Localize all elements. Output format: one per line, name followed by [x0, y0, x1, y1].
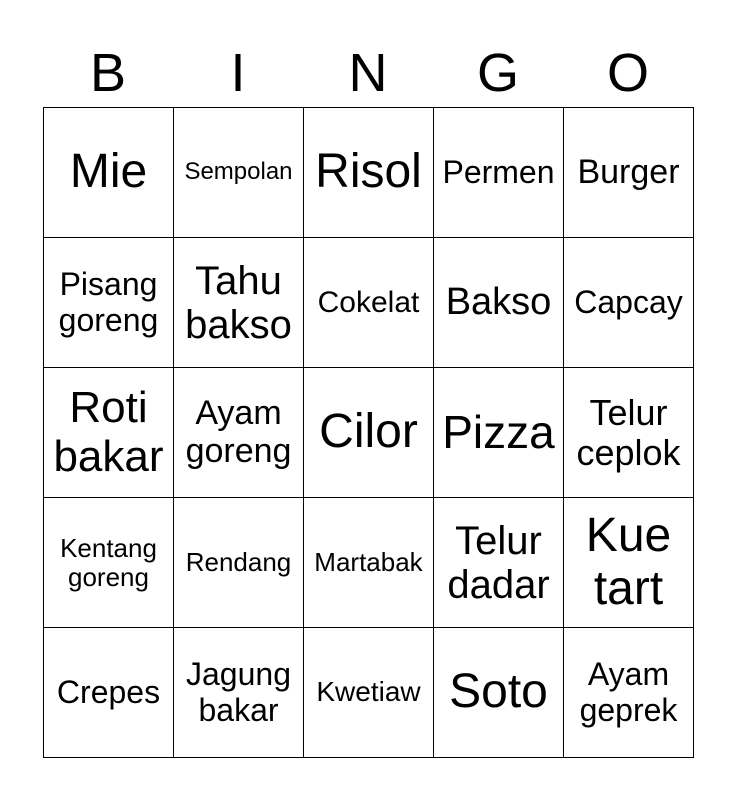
cell-label: Martabak — [314, 547, 423, 578]
cell-label: Crepes — [56, 673, 161, 710]
bingo-cell[interactable] — [44, 238, 174, 368]
cell-label: Permen — [442, 153, 555, 190]
bingo-cell[interactable] — [174, 238, 304, 368]
bingo-cell[interactable] — [44, 368, 174, 498]
cell-label: Kwetiaw — [316, 676, 421, 708]
bingo-cell[interactable] — [304, 498, 434, 628]
cell-label: Telur dadar — [447, 518, 550, 607]
cell-label: Risol — [315, 145, 422, 199]
bingo-cell[interactable] — [434, 628, 564, 758]
cell-label: Soto — [449, 665, 548, 719]
header-letter-g: G — [476, 43, 519, 103]
cell-label: Cokelat — [317, 286, 420, 319]
bingo-cell[interactable] — [434, 238, 564, 368]
cell-label: Capcay — [574, 283, 683, 320]
cell-label: Jagung bakar — [186, 656, 291, 728]
cell-label: Pizza — [442, 406, 555, 459]
cell-label: Ayam goreng — [185, 394, 292, 470]
cell-label: Kentang goreng — [60, 532, 157, 592]
bingo-cell[interactable] — [564, 108, 694, 238]
cell-label: Pisang goreng — [58, 266, 159, 338]
header-letter-o: O — [606, 43, 649, 103]
bingo-cell[interactable] — [564, 628, 694, 758]
cell-label: Kue tart — [585, 508, 672, 615]
bingo-cell[interactable] — [304, 238, 434, 368]
bingo-cell[interactable] — [174, 628, 304, 758]
cell-label: Ayam geprek — [579, 656, 678, 728]
bingo-cell[interactable] — [434, 108, 564, 238]
cell-label: Telur ceplok — [576, 391, 681, 473]
bingo-cell[interactable] — [44, 628, 174, 758]
bingo-cell[interactable] — [174, 368, 304, 498]
bingo-cell[interactable] — [44, 498, 174, 628]
cell-label: Sempolan — [184, 158, 293, 186]
cell-label: Tahu bakso — [185, 258, 292, 347]
bingo-cell[interactable] — [434, 368, 564, 498]
bingo-cell[interactable] — [44, 108, 174, 238]
bingo-cell[interactable] — [304, 108, 434, 238]
cell-label: Burger — [577, 152, 680, 191]
bingo-cell[interactable] — [174, 498, 304, 628]
header-letter-n: N — [348, 43, 388, 103]
cell-label: Bakso — [445, 280, 552, 323]
bingo-cell[interactable] — [434, 498, 564, 628]
cell-label: Rendang — [185, 547, 292, 578]
bingo-cell[interactable] — [564, 498, 694, 628]
bingo-cell[interactable] — [304, 368, 434, 498]
bingo-header — [43, 40, 693, 106]
bingo-cell[interactable] — [304, 628, 434, 758]
cell-label: Roti bakar — [53, 383, 164, 481]
bingo-cell[interactable] — [174, 108, 304, 238]
header-letter-b: B — [89, 43, 127, 103]
bingo-cell[interactable] — [564, 238, 694, 368]
bingo-grid — [43, 107, 694, 758]
cell-label: Cilor — [319, 405, 418, 459]
cell-label: Mie — [69, 145, 148, 199]
header-letter-i: I — [230, 43, 246, 103]
bingo-cell[interactable] — [564, 368, 694, 498]
